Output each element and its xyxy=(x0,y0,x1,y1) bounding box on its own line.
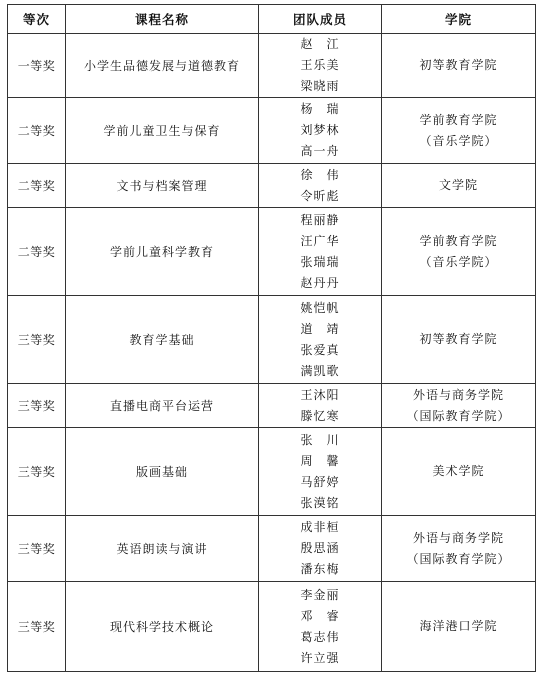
college-line: 学前教育学院 xyxy=(419,112,498,127)
cell-rank: 三等奖 xyxy=(8,582,66,672)
table-header xyxy=(8,5,536,34)
member-name: 道 靖 xyxy=(300,321,340,336)
cell-rank: 二等奖 xyxy=(8,164,66,208)
cell-college xyxy=(382,384,536,428)
college-line: 文学院 xyxy=(438,178,478,192)
cell-members xyxy=(259,428,382,516)
table-row xyxy=(8,98,536,164)
table-row xyxy=(8,34,536,98)
cell-members xyxy=(259,164,382,208)
cell-course: 直播电商平台运营 xyxy=(66,384,259,428)
member-name: 周 馨 xyxy=(300,453,340,468)
member-name: 令昕彪 xyxy=(300,188,340,203)
cell-college xyxy=(382,34,536,98)
cell-course: 学前儿童卫生与保育 xyxy=(66,98,259,164)
table-row xyxy=(8,582,536,672)
cell-course: 英语朗读与演讲 xyxy=(66,516,259,582)
member-name: 汪广华 xyxy=(300,233,340,248)
college-line: （音乐学院） xyxy=(419,254,498,269)
cell-members xyxy=(259,516,382,582)
cell-members xyxy=(259,296,382,384)
member-name: 刘梦林 xyxy=(300,123,340,137)
cell-rank: 二等奖 xyxy=(8,98,66,164)
cell-course: 版画基础 xyxy=(66,428,259,516)
college-line: 学前教育学院 xyxy=(419,233,498,248)
member-name: 赵 江 xyxy=(300,37,340,51)
college-line: 外语与商务学院 xyxy=(412,530,504,545)
member-name: 马舒婷 xyxy=(300,474,340,489)
college-line: （国际教育学院） xyxy=(406,408,511,423)
table-row xyxy=(8,516,536,582)
member-name: 王乐美 xyxy=(300,58,340,72)
cell-course: 小学生品德发展与道德教育 xyxy=(66,34,259,98)
header-rank: 等次 xyxy=(8,5,66,34)
member-name: 姚恺帆 xyxy=(300,300,340,315)
college-line: 初等教育学院 xyxy=(419,332,498,346)
header-college: 学院 xyxy=(382,5,536,34)
member-name: 满凯歌 xyxy=(300,363,340,378)
header-row xyxy=(8,5,536,34)
cell-college xyxy=(382,582,536,672)
cell-rank: 三等奖 xyxy=(8,428,66,516)
member-name: 张 川 xyxy=(300,432,340,447)
table-body xyxy=(8,34,536,672)
cell-members xyxy=(259,582,382,672)
member-name: 杨 瑞 xyxy=(300,102,340,116)
cell-college xyxy=(382,98,536,164)
member-name: 邓 睿 xyxy=(300,608,340,623)
member-name: 李金丽 xyxy=(300,587,340,602)
member-name: 殷思涵 xyxy=(300,541,340,555)
cell-rank: 三等奖 xyxy=(8,296,66,384)
college-line: （音乐学院） xyxy=(419,133,498,148)
member-name: 潘东梅 xyxy=(300,562,340,576)
cell-members xyxy=(259,384,382,428)
member-name: 滕忆寒 xyxy=(300,408,340,423)
cell-members xyxy=(259,34,382,98)
header-members: 团队成员 xyxy=(259,5,382,34)
cell-course: 教育学基础 xyxy=(66,296,259,384)
member-name: 程丽静 xyxy=(300,212,340,227)
cell-course: 文书与档案管理 xyxy=(66,164,259,208)
member-name: 成非桓 xyxy=(300,520,340,534)
cell-course: 学前儿童科学教育 xyxy=(66,208,259,296)
member-name: 张瑞瑞 xyxy=(300,254,340,269)
table-row xyxy=(8,208,536,296)
member-name: 葛志伟 xyxy=(300,629,340,644)
member-name: 许立强 xyxy=(300,650,340,665)
college-line: 外语与商务学院 xyxy=(412,387,504,402)
college-line: 海洋港口学院 xyxy=(419,619,498,633)
college-line: 美术学院 xyxy=(432,464,485,478)
member-name: 高一舟 xyxy=(300,144,340,158)
college-line: 初等教育学院 xyxy=(419,58,498,72)
table-row xyxy=(8,384,536,428)
cell-members xyxy=(259,208,382,296)
member-name: 赵丹丹 xyxy=(300,275,340,290)
cell-rank: 三等奖 xyxy=(8,384,66,428)
table-row xyxy=(8,164,536,208)
table-row xyxy=(8,428,536,516)
member-name: 王沐阳 xyxy=(300,387,340,402)
cell-members xyxy=(259,98,382,164)
header-course: 课程名称 xyxy=(66,5,259,34)
member-name: 张爱真 xyxy=(300,342,340,357)
college-line: （国际教育学院） xyxy=(406,551,511,566)
cell-rank: 一等奖 xyxy=(8,34,66,98)
cell-college xyxy=(382,208,536,296)
cell-college xyxy=(382,516,536,582)
cell-course: 现代科学技术概论 xyxy=(66,582,259,672)
member-name: 梁晓雨 xyxy=(300,79,340,93)
cell-college xyxy=(382,428,536,516)
cell-college xyxy=(382,296,536,384)
member-name: 张漠铭 xyxy=(300,495,340,510)
cell-college xyxy=(382,164,536,208)
cell-rank: 二等奖 xyxy=(8,208,66,296)
awards-table xyxy=(7,4,536,672)
cell-rank: 三等奖 xyxy=(8,516,66,582)
member-name: 徐 伟 xyxy=(300,167,340,182)
table-row xyxy=(8,296,536,384)
